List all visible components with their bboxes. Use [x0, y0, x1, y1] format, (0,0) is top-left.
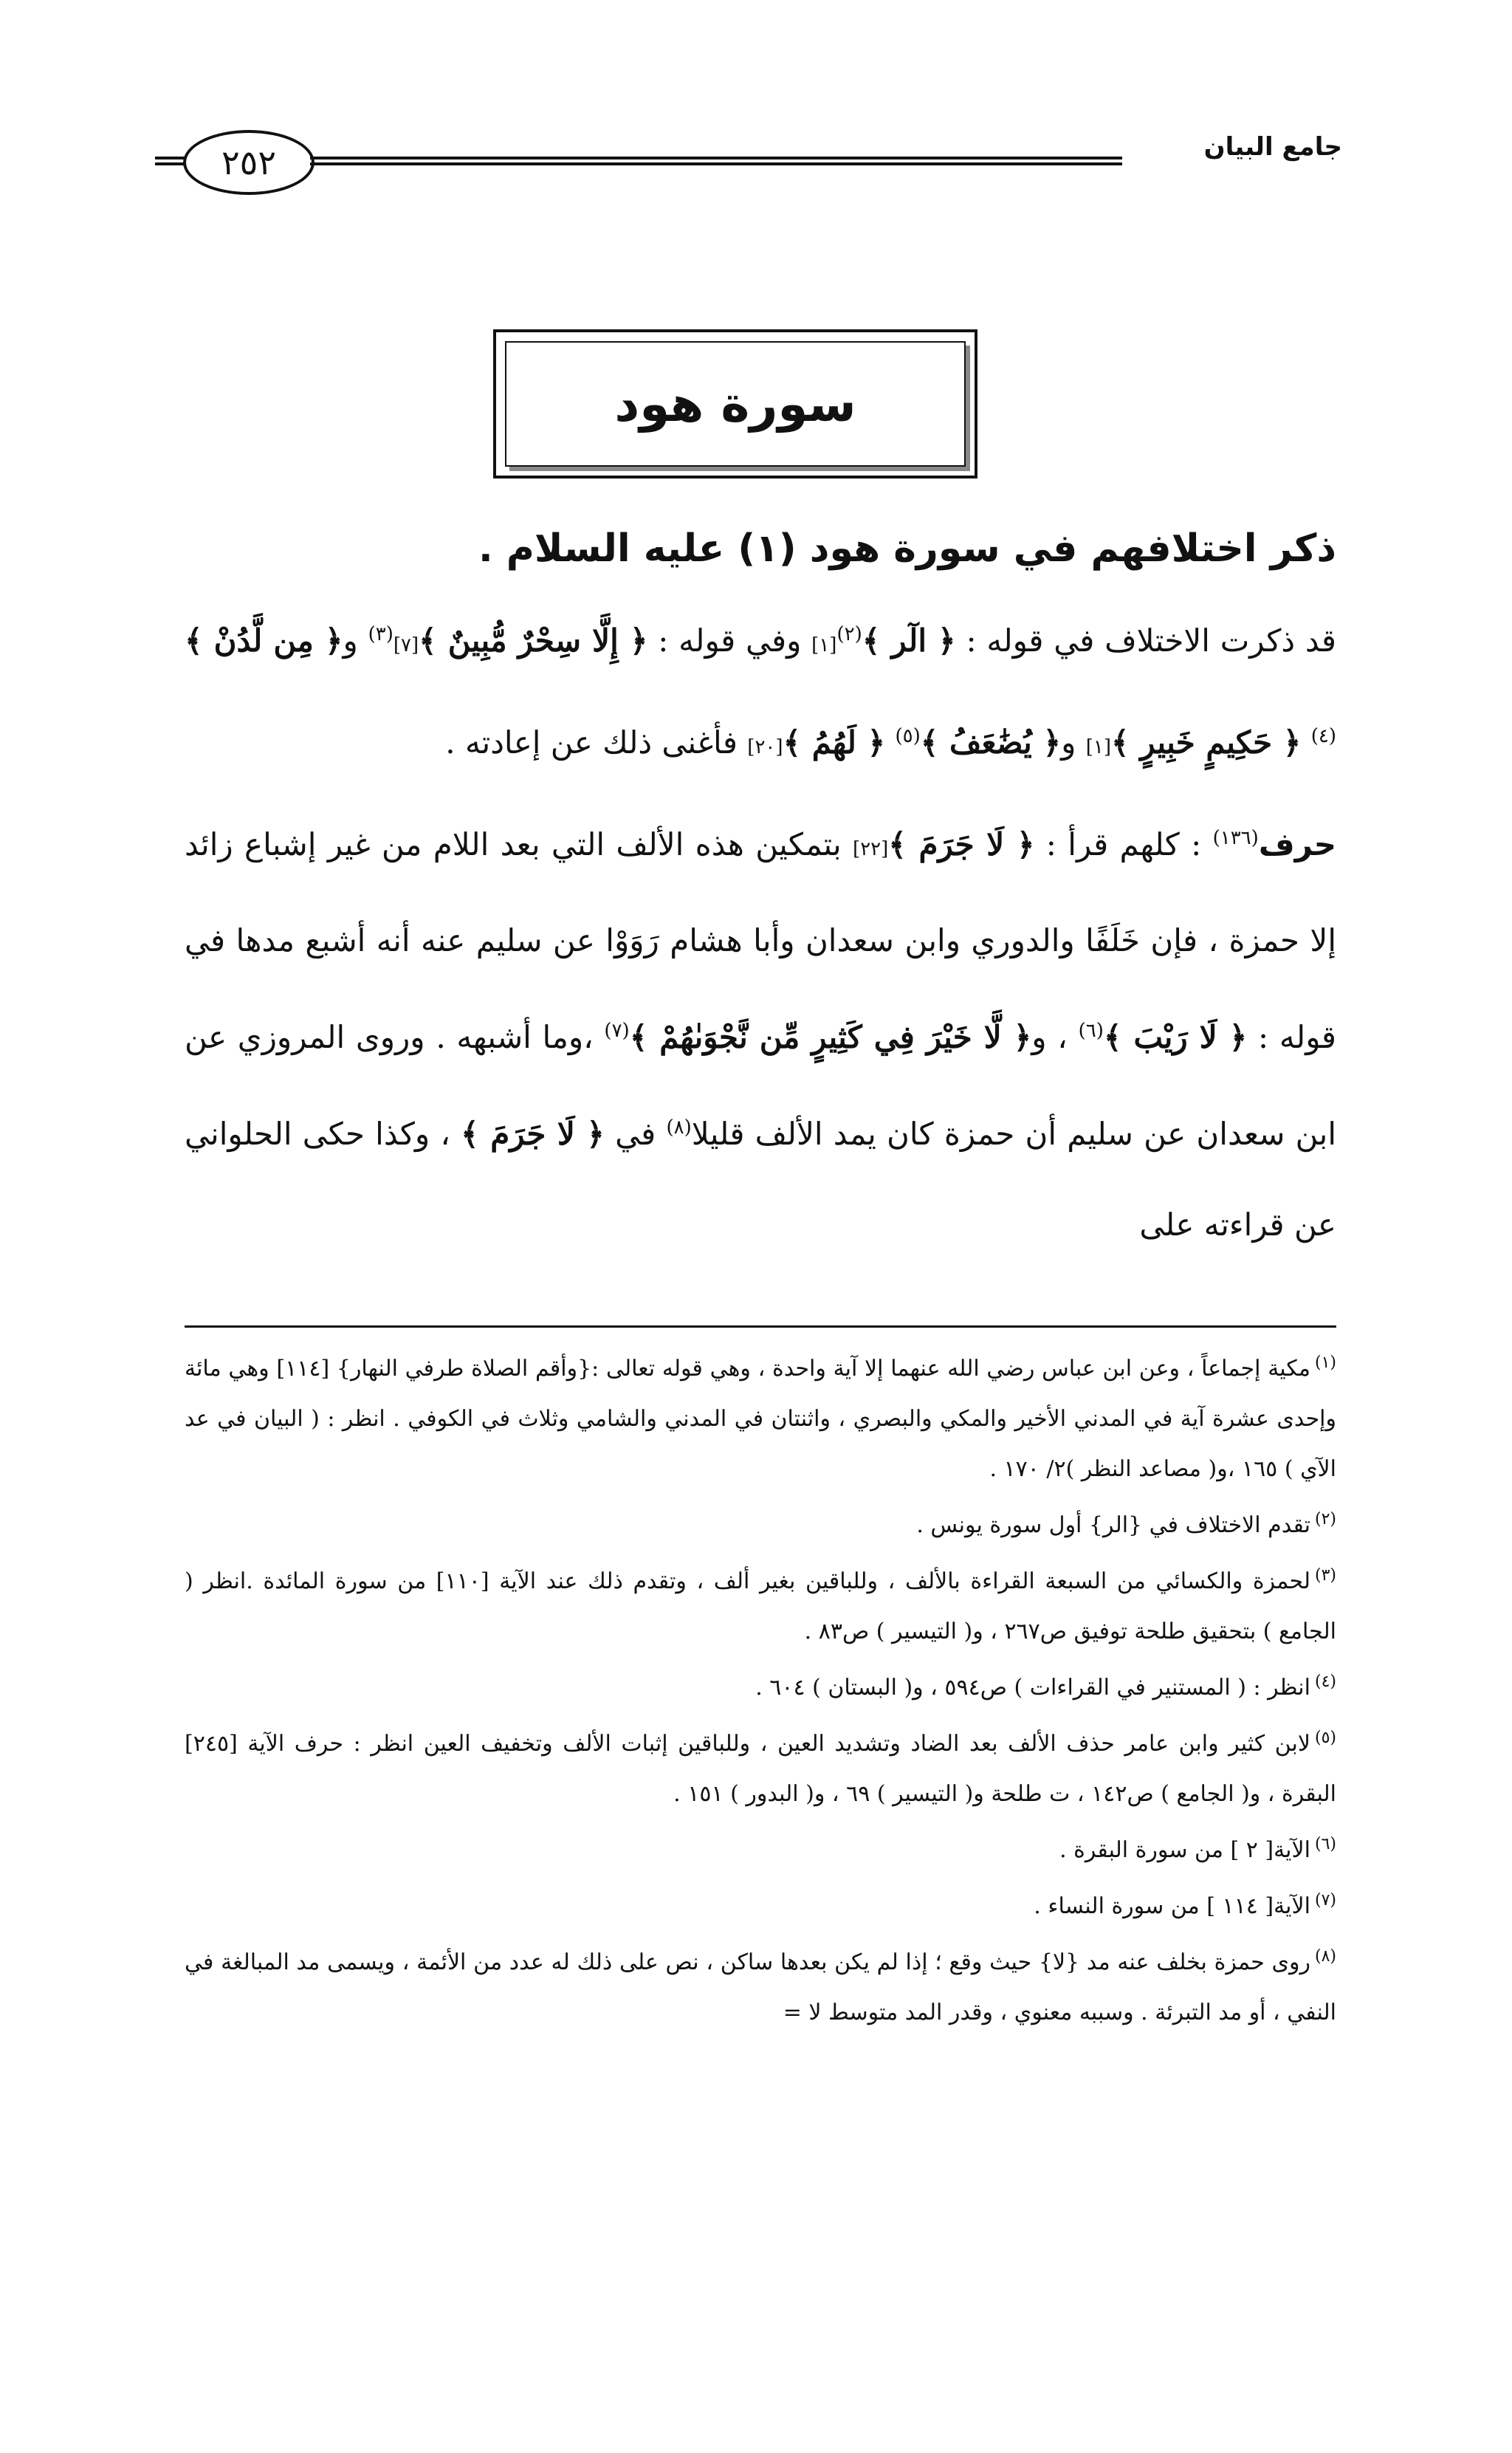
footnote-marker: (٤) — [1310, 725, 1336, 747]
text-run — [1301, 724, 1310, 761]
footnote-marker: (٣) — [368, 623, 394, 645]
header-rule — [310, 157, 1122, 165]
footnote — [185, 1495, 1336, 1551]
verse-ref: [٢٢] — [853, 838, 889, 860]
footnotes — [185, 1338, 1336, 2038]
footnote-text: لابن كثير وابن عامر حذف الألف بعد الضاد وتشديد العين ، وللباقين إثبات الألف وتخفيف العين انظر : حرف الآية [٢٤٥] البقرة ، و( الجامع ) ص١٤٢ ، ت طلحة و( التيسير ) ٦٩ ، و( البدور ) ١٥١ . — [185, 1731, 1336, 1807]
text-run: ، وكذا حكى الحلواني عن قراءته على — [185, 1116, 1336, 1243]
section-heading: ذكر اختلافهم في سورة هود (١) عليه السلام . — [478, 526, 1336, 571]
surah-title-box — [493, 329, 977, 478]
footnote — [185, 1932, 1336, 2038]
verse-ref: [٧] — [393, 634, 419, 656]
footnote-marker: (٨) — [666, 1116, 692, 1139]
verse-ref: [١] — [1085, 736, 1111, 758]
header-rule-left — [155, 157, 185, 165]
text-run: ، و — [1031, 1019, 1079, 1055]
text-run: فأغنى ذلك عن إعادته . — [445, 724, 748, 761]
quran-quote: ﴿ إِلَّا سِحْرٌ مُّبِينٌ ﴾ — [419, 622, 648, 659]
quran-quote: ﴿ لَّا خَيْرَ فِي كَثِيرٍ مِّن نَّجْوَىٰهُمْ ﴾ — [629, 1019, 1032, 1055]
footnote — [185, 1819, 1336, 1876]
quran-quote: ﴿ لَا جَرَمَ ﴾ — [888, 826, 1035, 862]
footnote-text: لحمزة والكسائي من السبعة القراءة بالألف ، وللباقين بغير ألف ، وتقدم ذلك عند الآية [١١٠] من سورة المائدة .انظر ( الجامع ) بتحقيق طلحة توفيق ص٢٦٧ ، و( التيسير ) ص٨٣ . — [185, 1568, 1336, 1644]
footnote-number: (٢) — [1314, 1510, 1336, 1529]
footnote-marker: (٥) — [895, 725, 921, 747]
footnote-divider — [185, 1325, 1336, 1328]
main-text — [185, 508, 1336, 1270]
footnote — [185, 1657, 1336, 1713]
quran-quote: ﴿ لَا جَرَمَ ﴾ — [461, 1116, 605, 1152]
footnote — [185, 1713, 1336, 1819]
footnote-text: تقدم الاختلاف في {الر} أول سورة يونس . — [916, 1512, 1310, 1538]
footnote-number: (٧) — [1314, 1891, 1336, 1910]
footnote-text: الآية[ ٢ ] من سورة البقرة . — [1059, 1837, 1310, 1863]
text-run: وفي قوله : — [647, 622, 812, 659]
text-run — [885, 724, 895, 761]
harf-number: (١٣٦) — [1212, 827, 1259, 849]
page-number: ٢٥٢ — [183, 130, 315, 195]
quran-quote: ﴿ لَا رَيْبَ ﴾ — [1103, 1019, 1248, 1055]
quran-quote: ﴿ الٓر ﴾ — [862, 622, 956, 659]
footnote-number: (٥) — [1314, 1729, 1336, 1747]
footnote-text: انظر : ( المستنير في القراءات ) ص٥٩٤ ، و( البستان ) ٦٠٤ . — [755, 1675, 1310, 1701]
text-run: في — [604, 1116, 667, 1152]
text-run: بتمكين هذه الألف التي بعد اللام من غير إشباع زائد إلا حمزة ، فإن خَلَفًا والدوري وابن سعدان وأبا هشام رَوَوْا عن سليم عنه أنه أشبع مدها في قوله : — [185, 826, 1336, 1055]
text-run: : كلهم قرأ : — [1034, 826, 1213, 862]
running-title: جامع البيان — [1203, 132, 1342, 162]
quran-quote: ﴿ حَكِيمٍ خَبِيرٍ ﴾ — [1111, 724, 1302, 761]
verse-ref: [٢٠] — [747, 736, 783, 758]
text-run: و — [343, 622, 368, 659]
footnote-marker: (٧) — [604, 1020, 630, 1042]
text-run: قد ذكرت الاختلاف في قوله : — [955, 622, 1337, 659]
footnote-number: (٣) — [1314, 1566, 1336, 1585]
paragraph-2 — [185, 793, 1336, 1270]
quran-quote: ﴿ لَهُمُ ﴾ — [783, 724, 886, 761]
footnote — [185, 1876, 1336, 1932]
quran-quote: ﴿ يُضَٰعَفُ ﴾ — [920, 724, 1062, 761]
footnote — [185, 1551, 1336, 1657]
footnote-number: (٨) — [1314, 1947, 1336, 1966]
footnote — [185, 1338, 1336, 1495]
footnote-text: روى حمزة بخلف عنه مد {لا} حيث وقع ؛ إذا لم يكن بعدها ساكن ، نص على ذلك له عدد من الأئمة ، ويسمى مد المبالغة في النفي ، أو مد التبرئة . وسببه معنوي ، وقدر المد متوسط لا = — [185, 1949, 1336, 2025]
footnote-text: مكية إجماعاً ، وعن ابن عباس رضي الله عنهما إلا آية واحدة ، وهي قوله تعالى :{وأقم الصلاة طرفي النهار} [١١٤] وهي مائة وإحدى عشرة آية في المدني الأخير والمكي والبصري ، واثنتان في المدني والشامي وثلاث في الكوفي . انظر : ( البيان في عد الآي ) ١٦٥ ،و( مصاعد النظر )٢/ ١٧٠ . — [185, 1356, 1336, 1482]
paragraph-1 — [185, 589, 1336, 793]
footnote-number: (٦) — [1314, 1835, 1336, 1853]
text-run: و — [1061, 724, 1086, 761]
text-run: ،وما أشبهه . وروى المروزي عن ابن سعدان عن سليم أن حمزة كان يمد الألف قليلا — [185, 1019, 1336, 1152]
verse-ref: [١] — [811, 634, 837, 656]
surah-title: سورة هود — [505, 341, 966, 467]
quran-quote: ﴿ مِن لَّدُنْ ﴾ — [185, 622, 343, 659]
footnote-marker: (٢) — [836, 623, 862, 645]
footnote-number: (٤) — [1314, 1672, 1336, 1691]
footnote-text: الآية[ ١١٤ ] من سورة النساء . — [1034, 1893, 1310, 1919]
footnote-number: (١) — [1314, 1354, 1336, 1372]
footnote-marker: (٦) — [1078, 1020, 1104, 1042]
harf-label: حرف — [1258, 826, 1336, 862]
